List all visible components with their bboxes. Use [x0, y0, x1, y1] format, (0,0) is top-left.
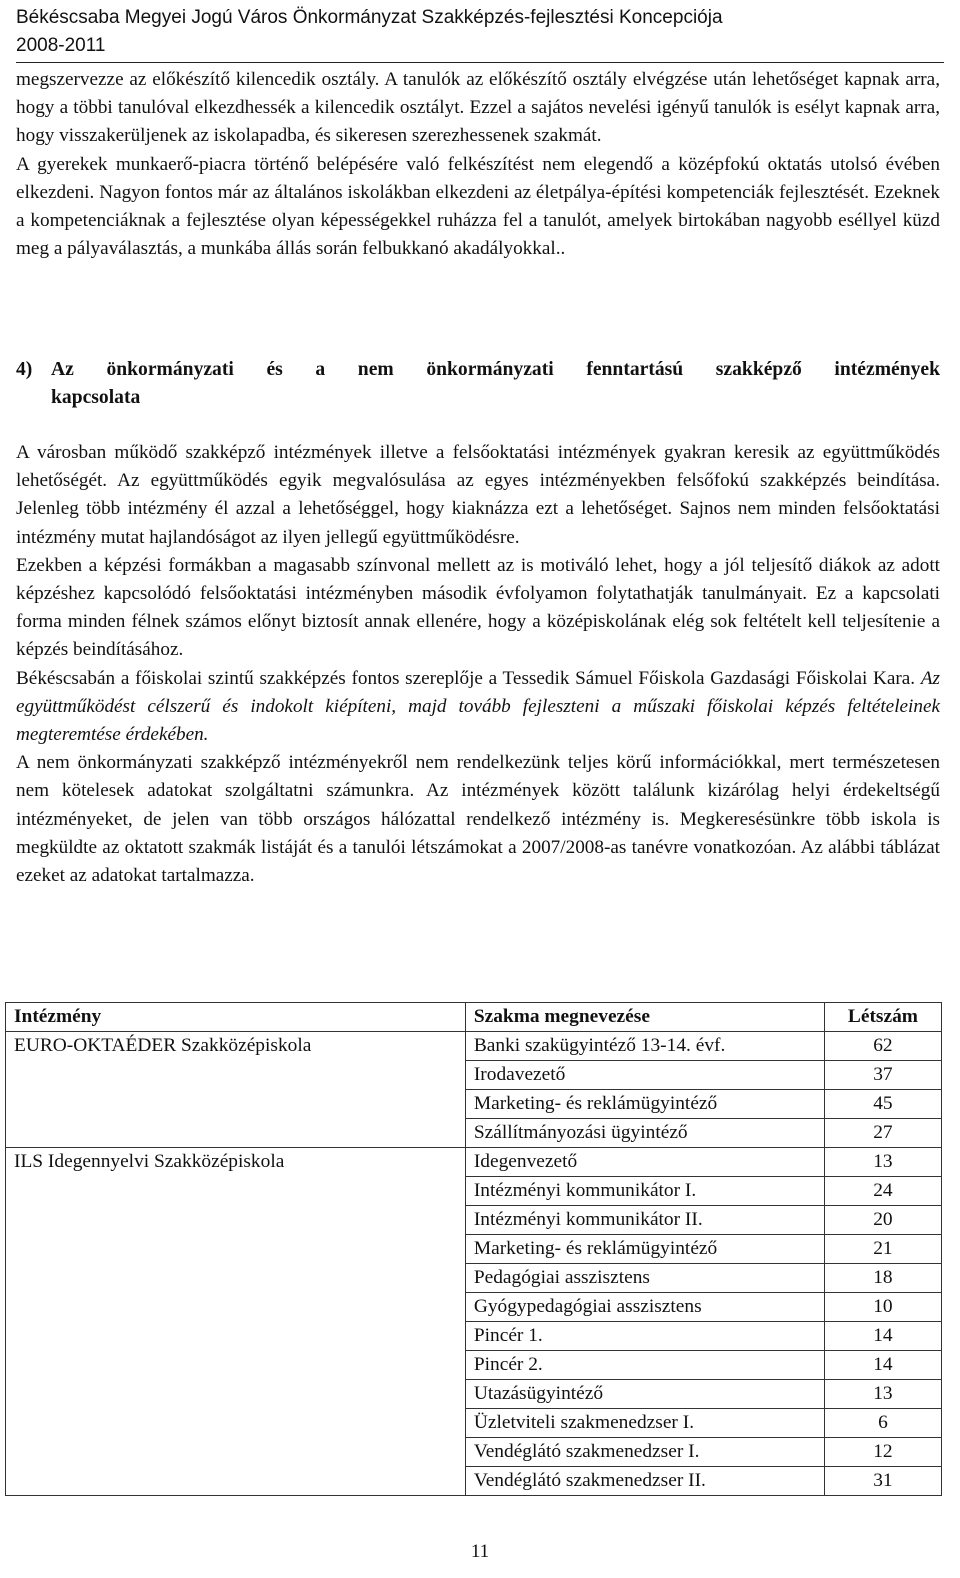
table-row — [6, 1293, 942, 1322]
cell-institution — [6, 1409, 466, 1438]
cell-count: 37 — [824, 1061, 941, 1090]
cell-count: 20 — [824, 1206, 941, 1235]
cell-institution — [6, 1090, 466, 1119]
cell-profession: Banki szakügyintéző 13-14. évf. — [465, 1032, 824, 1061]
table-row — [6, 1264, 942, 1293]
cell-profession: Intézményi kommunikátor II. — [465, 1206, 824, 1235]
cell-institution — [6, 1438, 466, 1467]
body-paragraph-3 — [16, 665, 940, 750]
cell-count: 14 — [824, 1351, 941, 1380]
page-number: 11 — [470, 1541, 490, 1562]
table-row — [6, 1351, 942, 1380]
cell-profession: Pincér 1. — [465, 1322, 824, 1351]
intro-text — [16, 66, 940, 263]
table-row — [6, 1380, 942, 1409]
cell-institution: ILS Idegennyelvi Szakközépiskola — [6, 1148, 466, 1177]
cell-count: 21 — [824, 1235, 941, 1264]
cell-count: 12 — [824, 1438, 941, 1467]
cell-count: 6 — [824, 1409, 941, 1438]
cell-institution — [6, 1061, 466, 1090]
table-row — [6, 1409, 942, 1438]
table-row — [6, 1032, 942, 1061]
header-years: 2008-2011 — [16, 35, 106, 56]
institutions-table — [5, 1002, 942, 1496]
table-row — [6, 1322, 942, 1351]
cell-profession: Pincér 2. — [465, 1351, 824, 1380]
body-paragraph-3-italic: Az együttműködést célszerű és indokolt kiépíteni, majd tovább fejleszteni a műszaki főiskolai képzés feltételeinek megteremtése érdekében. — [16, 667, 940, 746]
section-title-line-1: Az önkormányzati és a nem önkormányzati fenntartású szakképző intézmények — [51, 359, 940, 380]
table-row — [6, 1090, 942, 1119]
body-paragraph-1: A városban működő szakképző intézmények illetve a felsőoktatási intézmények gyakran keresik az együttműködés lehetőségét. Az együttműködés egyik megvalósulása az egyes intézményekben felsőfokú szakképzés beindítása. Jelenleg több intézmény él azzal a lehetőséggel, hogy kiaknázza ezt a lehetőséget. Sajnos nem minden felsőoktatási intézmény mutat hajlandóságot az ilyen jellegű együttműködésre. — [16, 442, 940, 548]
page-header — [16, 4, 946, 60]
table-row — [6, 1206, 942, 1235]
body-paragraph-3-text: Békéscsabán a főiskolai szintű szakképzés fontos szereplője a Tessedik Sámuel Főiskola Gazdasági Főiskolai Kara. — [16, 667, 921, 689]
table-row — [6, 1235, 942, 1264]
header-institution: Intézmény — [6, 1003, 466, 1032]
section-heading — [16, 356, 940, 412]
cell-institution — [6, 1467, 466, 1496]
cell-profession: Irodavezető — [465, 1061, 824, 1090]
cell-count: 27 — [824, 1119, 941, 1148]
cell-institution — [6, 1380, 466, 1409]
cell-profession: Vendéglátó szakmenedzser I. — [465, 1438, 824, 1467]
header-divider — [16, 62, 944, 63]
cell-count: 62 — [824, 1032, 941, 1061]
cell-institution — [6, 1206, 466, 1235]
cell-institution: EURO-OKTAÉDER Szakközépiskola — [6, 1032, 466, 1061]
table-row — [6, 1148, 942, 1177]
cell-profession: Gyógypedagógiai asszisztens — [465, 1293, 824, 1322]
body-paragraph-4: A nem önkormányzati szakképző intézményekről nem rendelkezünk teljes körű információkkal, mert természetesen nem kötelesek adatokat szolgáltatni számunkra. Az intézmények között találunk kizárólag helyi érdekeltségű intézményeket, de jelen van több országos hálózattal rendelkező intézmény is. Megkeresésünkre több iskola is megküldte az oktatott szakmák listáját és a tanulói létszámokat a 2007/2008-as tanévre vonatkozóan. Az alábbi táblázat ezeket az adatokat tartalmazza. — [16, 752, 940, 887]
cell-profession: Szállítmányozási ügyintéző — [465, 1119, 824, 1148]
intro-paragraph-1: megszervezze az előkészítő kilencedik osztály. A tanulók az előkészítő osztály elvégzése után lehetőséget kapnak arra, hogy a többi tanulóval elkezdhessék a kilencedik osztályt. Ezzel a sajátos nevelési igényű tanulók is esélyt kapnak arra, hogy visszakerüljenek az iskolapadba, és sikeresen szerezhessenek szakmát. — [16, 69, 940, 147]
table-row — [6, 1438, 942, 1467]
intro-paragraph-2: A gyerekek munkaerő-piacra történő belépésére való felkészítést nem elegendő a középfokú oktatás utolsó évében elkezdeni. Nagyon fontos már az általános iskolákban elkezdeni az életpálya-építési kompetenciák fejlesztését. Ezeknek a kompetenciáknak a fejlesztése olyan képességekkel ruházza fel a tanulót, amelyek birtokában nagyobb eséllyel küzd meg a pályaválasztás, a munkába állás során felbukkanó akadályokkal.. — [16, 153, 940, 260]
body-paragraph-2: Ezekben a képzési formákban a magasabb színvonal mellett az is motiváló lehet, hogy a jól teljesítő diákok az adott képzéshez kapcsolódó felsőoktatási intézményben második évfolyamon folytathatják tanulmányait. Ez a kapcsolati forma minden félnek számos előnyt biztosít annak ellenére, hogy a középiskolának elég sok feltételt kell teljesítenie a képzés beindításához. — [16, 554, 940, 661]
table-row — [6, 1119, 942, 1148]
table-row — [6, 1061, 942, 1090]
cell-count: 45 — [824, 1090, 941, 1119]
cell-count: 18 — [824, 1264, 941, 1293]
table-header-row — [6, 1003, 942, 1032]
section-body — [16, 439, 940, 890]
cell-count: 14 — [824, 1322, 941, 1351]
table-row — [6, 1467, 942, 1496]
table-body — [6, 1032, 942, 1496]
header-profession: Szakma megnevezése — [465, 1003, 824, 1032]
header-count: Létszám — [824, 1003, 941, 1032]
cell-profession: Üzletviteli szakmenedzser I. — [465, 1409, 824, 1438]
cell-profession: Intézményi kommunikátor I. — [465, 1177, 824, 1206]
cell-count: 13 — [824, 1148, 941, 1177]
cell-profession: Marketing- és reklámügyintéző — [465, 1090, 824, 1119]
cell-institution — [6, 1322, 466, 1351]
cell-count: 10 — [824, 1293, 941, 1322]
cell-profession: Idegenvezető — [465, 1148, 824, 1177]
cell-profession: Vendéglátó szakmenedzser II. — [465, 1467, 824, 1496]
cell-count: 31 — [824, 1467, 941, 1496]
cell-count: 13 — [824, 1380, 941, 1409]
header-title: Békéscsaba Megyei Jogú Város Önkormányzat Szakképzés-fejlesztési Koncepciója — [16, 7, 723, 28]
cell-institution — [6, 1293, 466, 1322]
cell-profession: Utazásügyintéző — [465, 1380, 824, 1409]
cell-profession: Pedagógiai asszisztens — [465, 1264, 824, 1293]
section-number: 4) — [16, 359, 33, 380]
cell-profession: Marketing- és reklámügyintéző — [465, 1235, 824, 1264]
cell-institution — [6, 1264, 466, 1293]
section-title-line-2: kapcsolata — [51, 387, 141, 408]
cell-institution — [6, 1177, 466, 1206]
cell-institution — [6, 1351, 466, 1380]
cell-institution — [6, 1119, 466, 1148]
cell-institution — [6, 1235, 466, 1264]
cell-count: 24 — [824, 1177, 941, 1206]
table-row — [6, 1177, 942, 1206]
